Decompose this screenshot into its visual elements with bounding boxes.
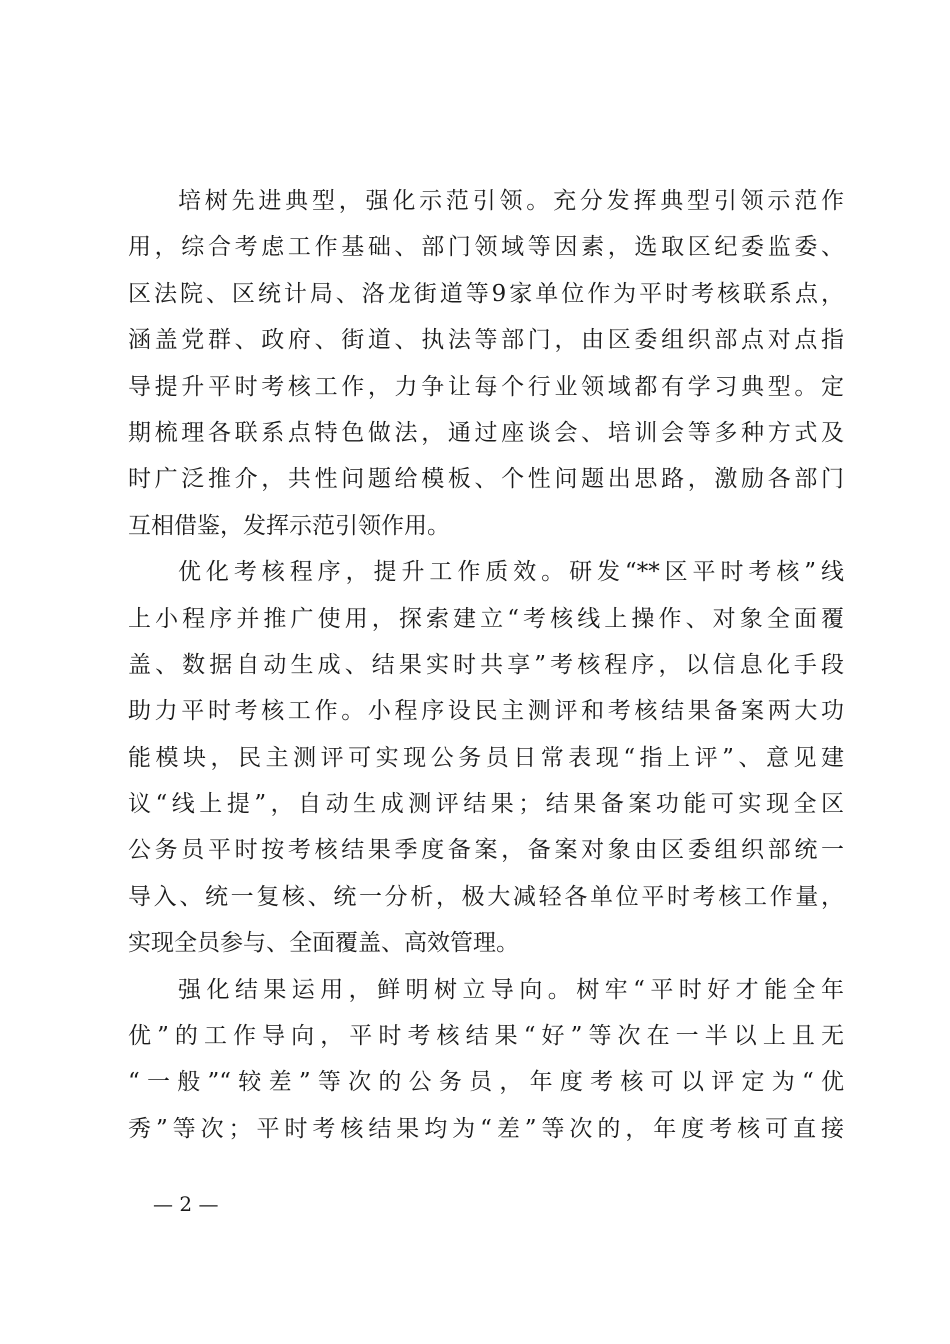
text-line: 培树先进典型，强化示范引领。充分发挥典型引领示范作: [178, 188, 844, 214]
text-line: 盖、数据自动生成、结果实时共享”考核程序，以信息化手段: [128, 651, 844, 678]
text-line: 秀”等次；平时考核结果均为“差”等次的，年度考核可直接: [128, 1115, 844, 1142]
text-line: 公务员平时按考核结果季度备案，备案对象由区委组织部统一: [128, 837, 844, 864]
text-line: 期梳理各联系点特色做法，通过座谈会、培训会等多种方式及: [128, 419, 844, 446]
page-number: — 2 —: [153, 1192, 219, 1216]
text-line: 上小程序并推广使用，探索建立“考核线上操作、对象全面覆: [128, 605, 844, 632]
text-line: 时广泛推介，共性问题给模板、个性问题出思路，激励各部门: [128, 466, 844, 493]
body-text: [128, 178, 844, 1152]
text-line: 强化结果运用，鲜明树立导向。树牢“平时好才能全年: [178, 976, 844, 1003]
text-line: 能模块，民主测评可实现公务员日常表现“指上评”、意见建: [128, 744, 844, 771]
text-line: “一般”“较差”等次的公务员，年度考核可以评定为“优: [128, 1069, 844, 1096]
text-line: 议“线上提”，自动生成测评结果；结果备案功能可实现全区: [128, 791, 844, 818]
text-line: 涵盖党群、政府、街道、执法等部门，由区委组织部点对点指: [128, 327, 844, 354]
text-line: 优”的工作导向，平时考核结果“好”等次在一半以上且无: [128, 1023, 844, 1050]
text-line: 导入、统一复核、统一分析，极大减轻各单位平时考核工作量，: [128, 883, 844, 910]
text-line: 实现全员参与、全面覆盖、高效管理。: [128, 930, 519, 957]
text-line: 优化考核程序，提升工作质效。研发“**区平时考核”线: [178, 559, 844, 586]
paragraph-result-application: [128, 967, 844, 1153]
text-line: 助力平时考核工作。小程序设民主测评和考核结果备案两大功: [128, 698, 844, 725]
paragraph-optimize-procedure: [128, 549, 844, 967]
paragraph-advanced-typical: [128, 178, 844, 549]
text-line: 用，综合考虑工作基础、部门领域等因素，选取区纪委监委、: [128, 234, 844, 261]
text-line: 导提升平时考核工作，力争让每个行业领域都有学习典型。定: [128, 373, 844, 400]
text-line: 互相借鉴，发挥示范引领作用。: [128, 512, 450, 539]
text-line: 区法院、区统计局、洛龙街道等9家单位作为平时考核联系点，: [128, 280, 844, 307]
